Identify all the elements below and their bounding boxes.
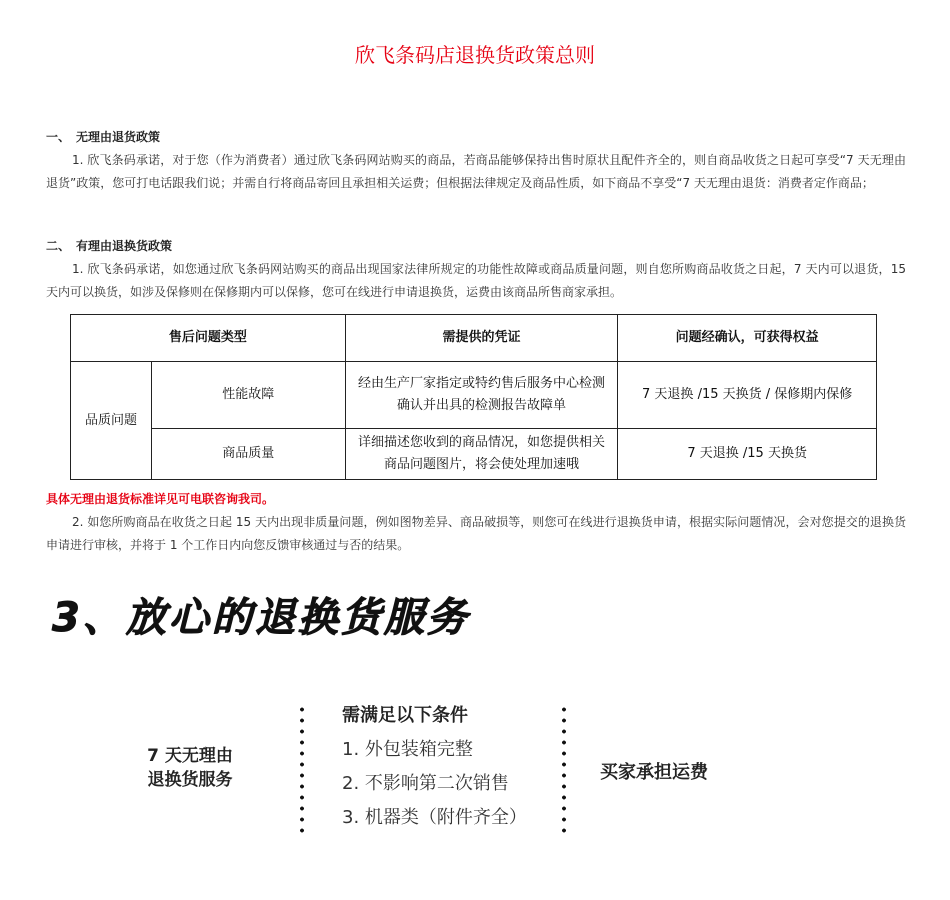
condition-item: 2. 不影响第二次销售 (342, 773, 509, 794)
shipping-fee-note: 买家承担运费 (600, 762, 708, 783)
header-proof: 需提供的凭证 (345, 315, 618, 362)
non-quality-paragraph: 2. 如您所购商品在收货之日起 15 天内出现非质量问题，例如图物差异、商品破损等，则您可在线进行退换货申请，根据实际问题情况，会对您提交的退换货申请进行审核，并将于 1 个工作日内向您反馈审核通过与否的结果。 (46, 515, 906, 552)
dotted-divider-right (562, 704, 566, 836)
row-type: 性能故障 (151, 362, 345, 429)
page-title: 欣飞条码店退换货政策总则 (355, 43, 595, 67)
section1-heading (46, 128, 160, 146)
policy-table (70, 314, 877, 480)
section2-heading (46, 237, 172, 255)
section1-title: 无理由退货政策 (76, 130, 161, 144)
section2-title: 有理由退换货政策 (76, 239, 173, 253)
section1-paragraph: 1. 欣飞条码承诺，对于您（作为消费者）通过欣飞条码网站购买的商品，若商品能够保持出售时原状且配件齐全的，则自商品收货之日起可享受“7 天无理由退货”政策，您可打电话跟我们说；并需自行将商品寄回且承担相关运费；但根据法律规定及商品性质，如下商品不享受“7 天无理由退货：消费者定作商品； (46, 153, 906, 190)
service-7day-line1: 7 天无理由 (147, 746, 233, 766)
table-row (71, 362, 877, 429)
service-heading: 3、放心的退换货服务 (52, 595, 470, 641)
table-row (71, 429, 877, 480)
header-issue-type: 售后问题类型 (71, 315, 346, 362)
row-proof: 详细描述您收到的商品情况，如您提供相关商品问题图片，将会使处理加速哦 (345, 429, 618, 480)
dotted-divider-left (300, 704, 304, 836)
section2-number: 二、 (46, 239, 71, 253)
section2-paragraph: 1. 欣飞条码承诺，如您通过欣飞条码网站购买的商品出现国家法律所规定的功能性故障或商品质量问题，则自您所购商品收货之日起，7 天内可以退货，15 天内可以换货，如涉及保修则在保修期内可以保修，您可在线进行申请退换货，运费由该商品所售商家承担。 (46, 262, 906, 299)
group-label: 品质问题 (71, 362, 152, 480)
service-7day-label (120, 744, 260, 792)
header-rights: 问题经确认，可获得权益 (618, 315, 877, 362)
row-rights: 7 天退换 /15 天换货 / 保修期内保修 (618, 362, 877, 429)
table-header-row (71, 315, 877, 362)
service-7day-line2: 退换货服务 (147, 770, 233, 790)
condition-item: 1. 外包装箱完整 (342, 739, 473, 760)
condition-item: 3. 机器类（附件齐全） (342, 807, 527, 828)
row-rights: 7 天退换 /15 天换货 (618, 429, 877, 480)
section1-number: 一、 (46, 130, 71, 144)
contact-note: 具体无理由退货标准详见可电联咨询我司。 (46, 492, 275, 506)
row-type: 商品质量 (151, 429, 345, 480)
row-proof: 经由生产厂家指定或特约售后服务中心检测确认并出具的检测报告故障单 (345, 362, 618, 429)
conditions-title: 需满足以下条件 (342, 705, 468, 726)
